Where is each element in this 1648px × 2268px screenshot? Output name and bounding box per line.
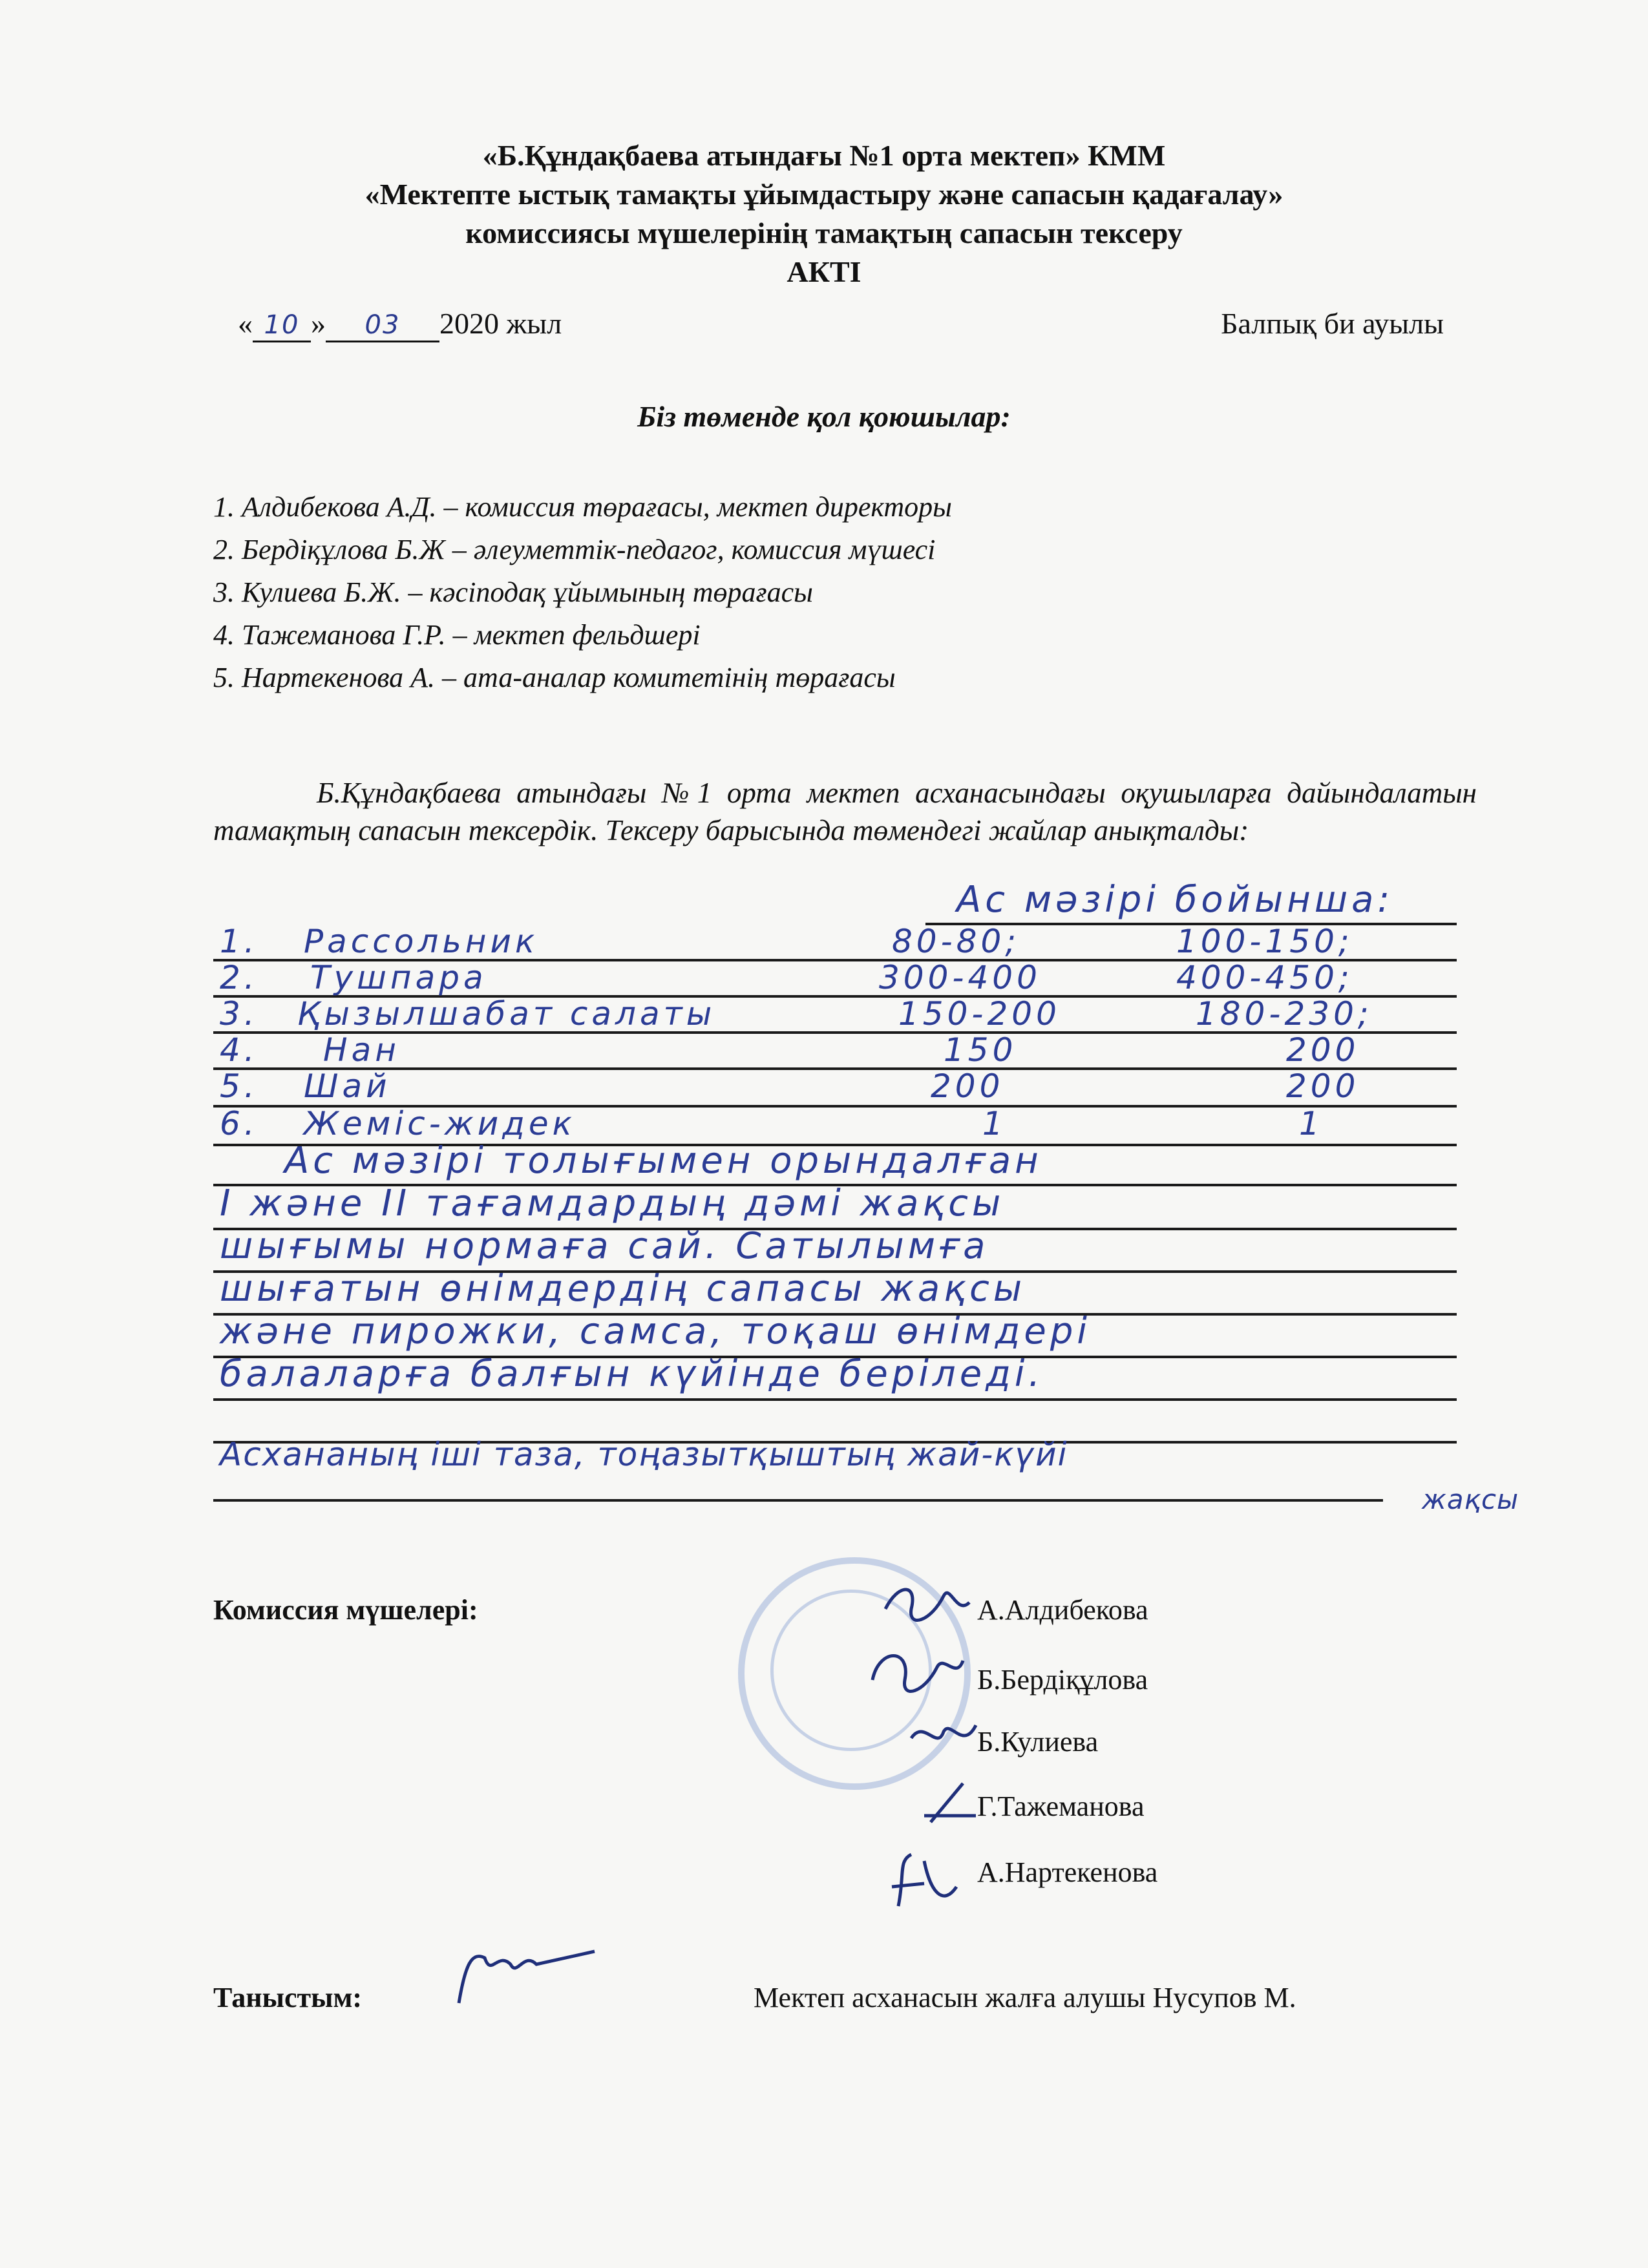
member-name: Г.Тажеманова bbox=[977, 1790, 1145, 1822]
menu-item-num: 4. bbox=[220, 1031, 259, 1069]
menu-item-name: Рассольник bbox=[304, 923, 539, 960]
menu-item-value-b: 200 bbox=[1286, 1067, 1360, 1105]
date-day: 10 bbox=[264, 310, 300, 340]
menu-item-value-a: 200 bbox=[931, 1067, 1004, 1105]
signer-item: 1. Алдибекова А.Д. – комиссия төрағасы, мектеп директоры bbox=[213, 491, 952, 523]
handwritten-note: І және ІІ тағамдардың дәмі жақсы bbox=[220, 1182, 1005, 1224]
menu-item-value-b: 180-230; bbox=[1196, 995, 1373, 1033]
menu-item-num: 2. bbox=[220, 959, 259, 996]
signature-3 bbox=[905, 1712, 982, 1764]
date-day-blank bbox=[253, 306, 311, 342]
member-name: А.Нартекенова bbox=[977, 1856, 1158, 1888]
menu-item-value-a: 150-200 bbox=[898, 995, 1061, 1033]
date-open-quote: « bbox=[238, 307, 253, 340]
handwritten-note: Асхананың іші таза, тоңазытқыштың жай-күйі bbox=[220, 1436, 1068, 1473]
header-line-1: «Б.Құндақбаева атындағы №1 орта мектеп» КММ bbox=[482, 139, 1166, 172]
menu-item-num: 5. bbox=[220, 1067, 259, 1105]
menu-item-value-a: 300-400 bbox=[879, 959, 1041, 996]
menu-item-value-a: 150 bbox=[944, 1031, 1017, 1069]
signature-1 bbox=[879, 1577, 976, 1635]
menu-item-name: Тушпара bbox=[310, 959, 487, 996]
document-title: АКТІ bbox=[787, 255, 861, 288]
date-line bbox=[238, 306, 562, 342]
member-name: Б.Бердіқұлова bbox=[977, 1664, 1148, 1696]
familiar-label: Таныстым: bbox=[213, 1982, 363, 2013]
rule-line bbox=[213, 1398, 1457, 1401]
menu-item-value-b: 1 bbox=[1299, 1105, 1324, 1142]
menu-item-value-b: 200 bbox=[1286, 1031, 1360, 1069]
signer-item: 4. Тажеманова Г.Р. – мектеп фельдшері bbox=[213, 619, 701, 651]
menu-item-value-b: 400-450; bbox=[1176, 959, 1353, 996]
body-paragraph: Б.Құндақбаева атындағы №1 орта мектеп асханасындағы оқушыларға дайындалатын тамақтың сапасын тексердік. Тексеру барысында төмендегі жайлар анықталды: bbox=[213, 777, 1477, 846]
menu-heading: Ас мәзірі бойынша: bbox=[956, 879, 1394, 921]
menu-item-num: 6. bbox=[220, 1105, 259, 1142]
menu-item-value-a: 1 bbox=[982, 1105, 1007, 1142]
signer-item: 5. Нартекенова А. – ата-аналар комитетінің төрағасы bbox=[213, 662, 896, 693]
lessee-name: Мектеп асханасын жалға алушы Нусупов М. bbox=[754, 1982, 1296, 2013]
header-line-3: комиссиясы мүшелерінің тамақтың сапасын тексеру bbox=[465, 216, 1183, 249]
menu-item-name: Жеміс-жидек bbox=[304, 1105, 576, 1142]
commission-label: Комиссия мүшелері: bbox=[213, 1594, 478, 1626]
lessee-signature bbox=[446, 1938, 601, 2010]
handwritten-note: Ас мәзірі толығымен орындалған bbox=[284, 1140, 1042, 1182]
menu-item-num: 3. bbox=[220, 995, 259, 1033]
menu-item-name: Қызылшабат салаты bbox=[297, 995, 716, 1033]
signature-5 bbox=[885, 1848, 969, 1919]
member-name: Б.Кулиева bbox=[977, 1726, 1099, 1758]
menu-item-name: Нан bbox=[323, 1031, 400, 1069]
signer-item: 3. Кулиева Б.Ж. – кәсіподақ ұйымының төрағасы bbox=[213, 576, 813, 608]
date-close-quote: » bbox=[311, 307, 326, 340]
rule-line bbox=[213, 1499, 1383, 1502]
handwritten-note-tail: жақсы bbox=[1422, 1484, 1519, 1515]
signature-2 bbox=[866, 1641, 969, 1706]
handwritten-note: балаларға балғын күйінде беріледі. bbox=[220, 1353, 1044, 1395]
date-year: 2020 жыл bbox=[439, 307, 562, 340]
signer-item: 2. Бердіқұлова Б.Ж – әлеуметтік-педагог, комиссия мүшесі bbox=[213, 534, 936, 565]
signers-title: Біз төменде қол қоюшылар: bbox=[637, 400, 1011, 433]
date-month-blank bbox=[326, 306, 439, 342]
menu-item-value-a: 80-80; bbox=[892, 923, 1020, 960]
handwritten-note: шығатын өнімдердің сапасы жақсы bbox=[220, 1268, 1026, 1310]
menu-item-num: 1. bbox=[220, 923, 259, 960]
handwritten-note: және пирожки, самса, тоқаш өнімдері bbox=[220, 1310, 1091, 1352]
village-name: Балпық би ауылы bbox=[1221, 307, 1444, 340]
header-line-2: «Мектепте ыстық тамақты ұйымдастыру және сапасын қадағалау» bbox=[364, 178, 1284, 211]
signers-list bbox=[213, 486, 952, 699]
menu-item-value-b: 100-150; bbox=[1176, 923, 1353, 960]
date-month: 03 bbox=[364, 310, 401, 340]
signature-4 bbox=[918, 1770, 982, 1829]
menu-item-name: Шай bbox=[304, 1067, 391, 1105]
member-name: А.Алдибекова bbox=[977, 1594, 1148, 1626]
handwritten-note: шығымы нормаға сай. Сатылымға bbox=[220, 1225, 989, 1267]
